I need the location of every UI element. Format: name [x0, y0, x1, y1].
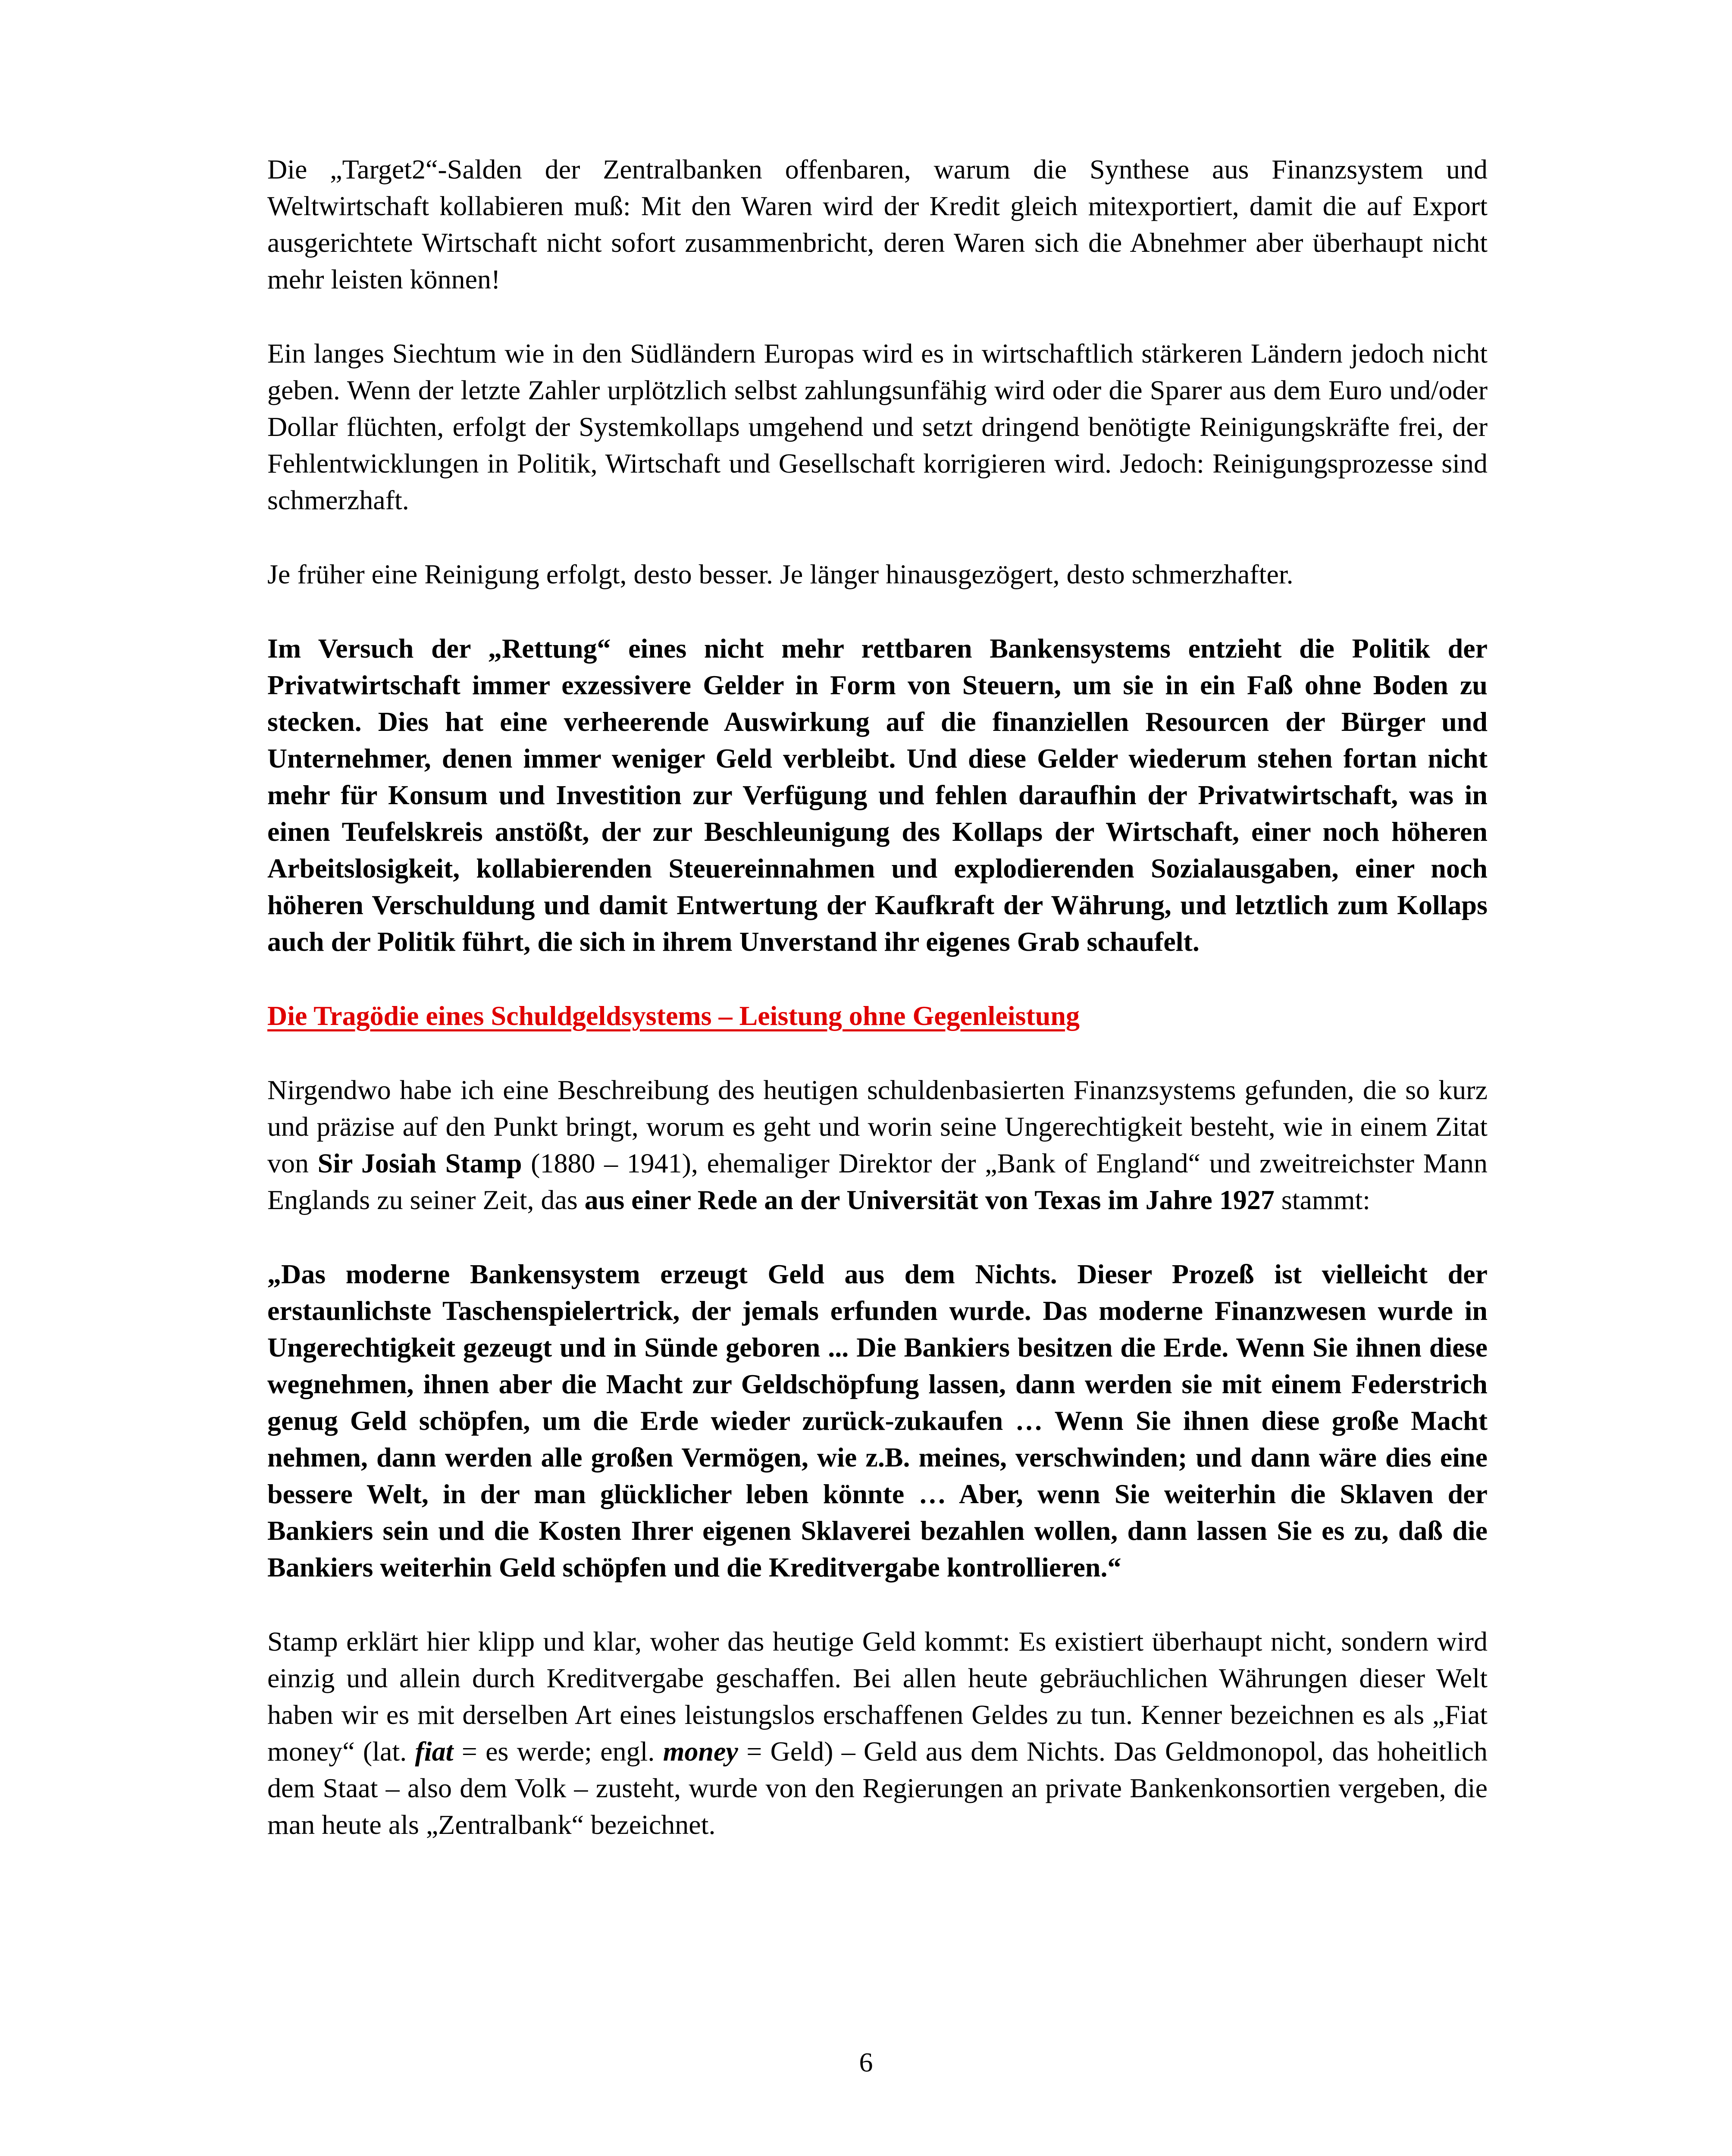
- text-segment: = es werde; engl.: [453, 1736, 663, 1767]
- paragraph-reinigung: Je früher eine Reinigung erfolgt, desto besser. Je länger hinausgezögert, desto schmerzhafter.: [267, 559, 1294, 589]
- section-heading: Die Tragödie eines Schuldgeldsystems – Leistung ohne Gegenleistung: [267, 1000, 1080, 1031]
- paragraph-target2: Die „Target2“-Salden der Zentralbanken offenbaren, warum die Synthese aus Finanzsystem und Weltwirtschaft kollabieren muß: Mit den Waren wird der Kredit gleich mitexportiert, damit die auf Export ausgerichtete Wirtschaft nicht sofort zusammenbricht, deren Waren sich die Abnehmer aber überhaupt nicht mehr leisten können!: [267, 154, 1488, 295]
- paragraph-fiat-money: [267, 1623, 1488, 1843]
- text-segment: Nirgendwo habe ich eine Beschreibung des heutigen schuldenbasierten Finanzsystems gefunden, die so kurz und präzise auf den Punkt bringt, worum es geht und worin seine Ungerechtigkeit besteht, wie in einem Zitat von: [267, 1075, 1488, 1178]
- paragraph-rettung: Im Versuch der „Rettung“ eines nicht mehr rettbaren Bankensystems entzieht die Politik der Privatwirtschaft immer exzessivere Gelder in Form von Steuern, um sie in ein Faß ohne Boden zu stecken. Dies hat eine verheerende Auswirkung auf die finanziellen Resourcen der Bürger und Unternehmer, denen immer weniger Geld verbleibt. Und diese Gelder wiederum stehen fortan nicht mehr für Konsum und Investition zur Verfügung und fehlen daraufhin der Privatwirtschaft, was in einen Teufelskreis anstößt, der zur Beschleunigung des Kollaps der Wirtschaft, einer noch höheren Arbeitslosigkeit, kollabierenden Steuereinnahmen und explodierenden Sozialausgaben, einer noch höheren Verschuldung und damit Entwertung der Kaufkraft der Währung, und letztlich zum Kollaps auch der Politik führt, die sich in ihrem Unverstand ihr eigenes Grab schaufelt.: [267, 633, 1488, 957]
- document-body: [267, 151, 1488, 1880]
- text-segment: (1880 – 1941), ehemaliger Direktor der „Bank of England“ und zweitreichster Mann Englands zu seiner Zeit, das: [267, 1148, 1488, 1215]
- text-segment: Stamp erklärt hier klipp und klar, woher das heutige Geld kommt: Es existiert überhaupt nicht, sondern wird einzig und allein durch Kreditvergabe geschaffen. Bei allen heute gebräuchlichen Währungen dieser Welt haben wir es mit derselben Art eines leistungslos erschaffenen Geldes zu tun. Kenner bezeichnen es als „Fiat money“ (lat.: [267, 1626, 1488, 1767]
- text-segment: stammt:: [1274, 1185, 1371, 1215]
- quote-stamp: „Das moderne Bankensystem erzeugt Geld aus dem Nichts. Dieser Prozeß ist vielleicht der erstaunlichste Taschenspielertrick, der jemals erfunden wurde. Das moderne Finanzwesen wurde in Ungerechtigkeit gezeugt und in Sünde geboren ... Die Bankiers besitzen die Erde. Wenn Sie ihnen diese wegnehmen, ihnen aber die Macht zur Geldschöpfung lassen, dann werden sie mit einem Federstrich genug Geld schöpfen, um die Erde wieder zurück-zukaufen … Wenn Sie ihnen diese große Macht nehmen, dann werden alle großen Vermögen, wie z.B. meines, verschwinden; und dann wäre dies eine bessere Welt, in der man glücklicher leben könnte … Aber, wenn Sie weiterhin die Sklaven der Bankiers sein und die Kosten Ihrer eigenen Sklaverei bezahlen wollen, dann lassen Sie es zu, daß die Bankiers weiterhin Geld schöpfen und die Kreditvergabe kontrollieren.“: [267, 1259, 1488, 1583]
- page-number: 6: [859, 2047, 873, 2078]
- paragraph-siechtum: Ein langes Siechtum wie in den Südländern Europas wird es in wirtschaftlich stärkeren Ländern jedoch nicht geben. Wenn der letzte Zahler urplötzlich selbst zahlungsunfähig wird oder die Sparer aus dem Euro und/oder Dollar flüchten, erfolgt der Systemkollaps umgehend und setzt dringend benötigte Reinigungskräfte frei, der Fehlentwicklungen in Politik, Wirtschaft und Gesellschaft korrigieren wird. Jedoch: Reinigungsprozesse sind schmerzhaft.: [267, 338, 1488, 515]
- text-segment: = Geld) – Geld aus dem Nichts. Das Geldmonopol, das hoheitlich dem Staat – also dem Volk – zusteht, wurde von den Regierungen an private Bankenkonsortien vergeben, die man heute als „Zentralbank“ bezeichnet.: [267, 1736, 1488, 1840]
- bold-italic-term: fiat: [415, 1736, 454, 1767]
- paragraph-stamp-intro: [267, 1072, 1488, 1218]
- bold-name: Sir Josiah Stamp: [317, 1148, 522, 1178]
- bold-italic-term: money: [663, 1736, 738, 1767]
- bold-source: aus einer Rede an der Universität von Texas im Jahre 1927: [584, 1185, 1275, 1215]
